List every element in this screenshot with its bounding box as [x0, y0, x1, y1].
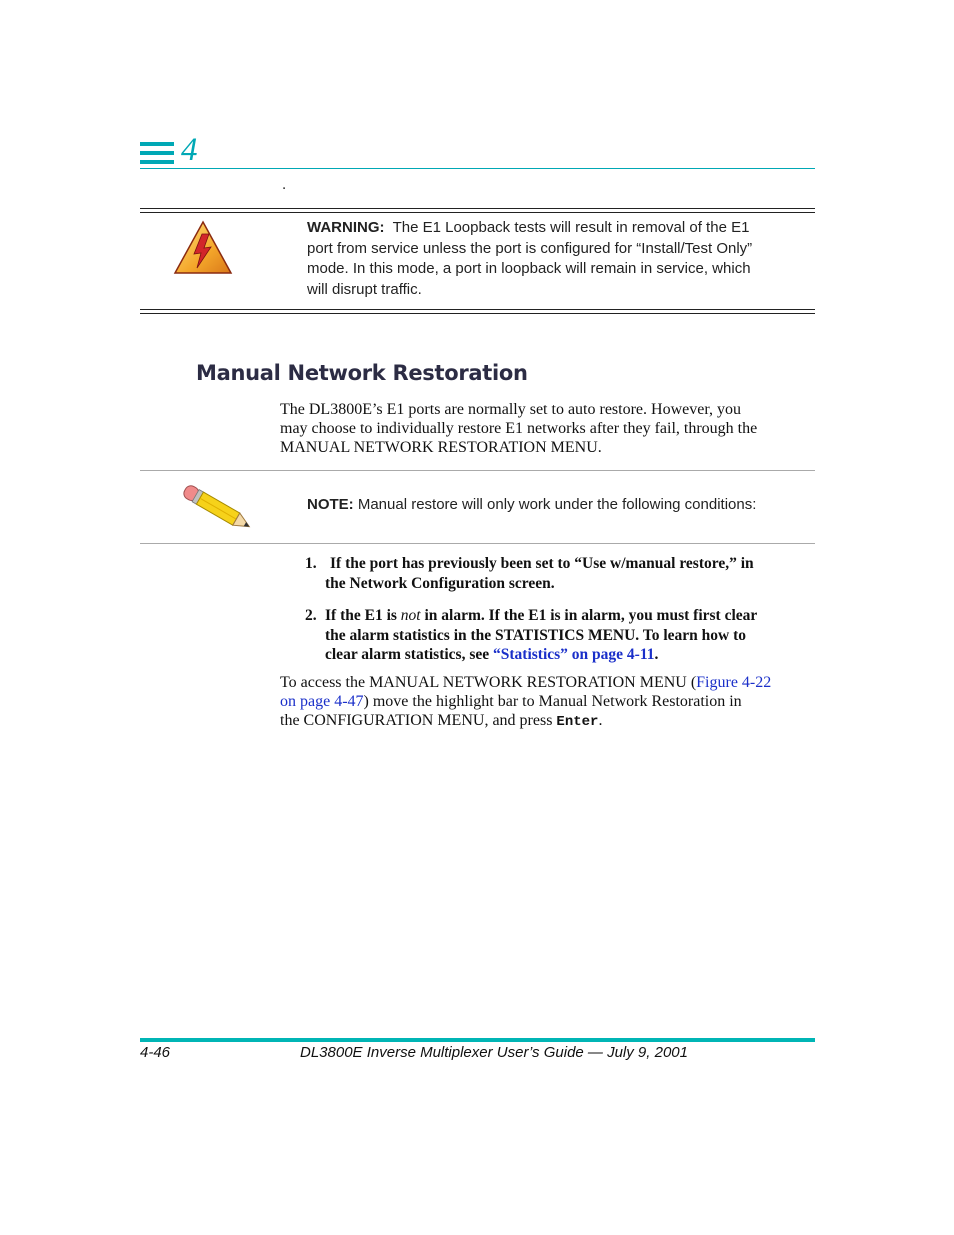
list-item — [305, 606, 815, 665]
pencil-icon — [170, 478, 260, 538]
warning-top-rule — [140, 208, 815, 213]
warning-line-4: will disrupt traffic. — [307, 280, 422, 298]
note-body: Manual restore will only work under the following conditions: — [357, 496, 757, 513]
access-text: ) move the highlight bar to Manual Network Restoration in — [363, 693, 742, 710]
intro-line-2: may choose to individually restore E1 networks after they fail, through the — [280, 420, 758, 437]
list-line: the alarm statistics in the STATISTICS MENU. To learn how to — [325, 626, 746, 644]
note-bottom-rule — [140, 543, 815, 544]
access-line-1 — [280, 673, 820, 692]
access-text: To access the MANUAL NETWORK RESTORATION MENU ( — [280, 674, 697, 691]
intro-line-3: MANUAL NETWORK RESTORATION MENU. — [280, 439, 602, 456]
note-top-rule — [140, 470, 815, 471]
list-line — [305, 606, 815, 626]
warning-text — [307, 218, 807, 300]
note-label: NOTE: — [307, 496, 354, 513]
intro-line-1: The DL3800E’s E1 ports are normally set to auto restore. However, you — [280, 401, 742, 418]
warning-label: WARNING: — [307, 219, 385, 236]
figure-page-link[interactable]: on page 4-47 — [280, 693, 364, 710]
warning-line-1: The E1 Loopback tests will result in removal of the E1 — [392, 219, 750, 236]
enter-key: Enter — [556, 714, 599, 730]
warning-bottom-rule — [140, 309, 815, 314]
list-item — [305, 554, 815, 593]
access-paragraph — [280, 673, 820, 732]
access-text: . — [598, 712, 603, 729]
list-line: If the port has previously been set to “Use w/manual restore,” in — [330, 555, 754, 572]
list-text: . — [654, 646, 659, 663]
page-number: 4-46 — [140, 1044, 171, 1061]
header-rule — [140, 168, 815, 169]
warning-lightning-triangle-icon — [173, 220, 233, 275]
access-line-2 — [280, 692, 820, 711]
section-intro — [280, 400, 820, 457]
access-line-3 — [280, 711, 820, 732]
list-text: in alarm. If the E1 is in alarm, you must first clear — [420, 607, 758, 624]
list-text: clear alarm statistics, see — [325, 646, 494, 663]
stray-dot: . — [282, 178, 287, 193]
figure-link[interactable]: Figure 4-22 — [696, 674, 772, 691]
list-number: 1. — [305, 555, 317, 572]
list-number: 2. — [305, 607, 317, 624]
list-line: the Network Configuration screen. — [325, 574, 555, 592]
list-line — [305, 645, 815, 665]
list-emphasis: not — [400, 607, 421, 624]
access-text: the CONFIGURATION MENU, and press — [280, 712, 557, 729]
chapter-marker-bars — [140, 142, 174, 168]
list-text: If the E1 is — [325, 607, 401, 624]
warning-line-3: mode. In this mode, a port in loopback will remain in service, which — [307, 260, 751, 277]
warning-line-2: port from service unless the port is configured for “Install/Test Only” — [307, 239, 753, 257]
section-title: Manual Network Restoration — [196, 361, 528, 385]
note-text — [307, 495, 812, 516]
footer-title: DL3800E Inverse Multiplexer User’s Guide — July 9, 2001 — [300, 1044, 688, 1061]
footer-rule — [140, 1038, 815, 1042]
statistics-link[interactable]: “Statistics” on page 4-11 — [493, 646, 655, 663]
chapter-number: 4 — [181, 132, 198, 168]
